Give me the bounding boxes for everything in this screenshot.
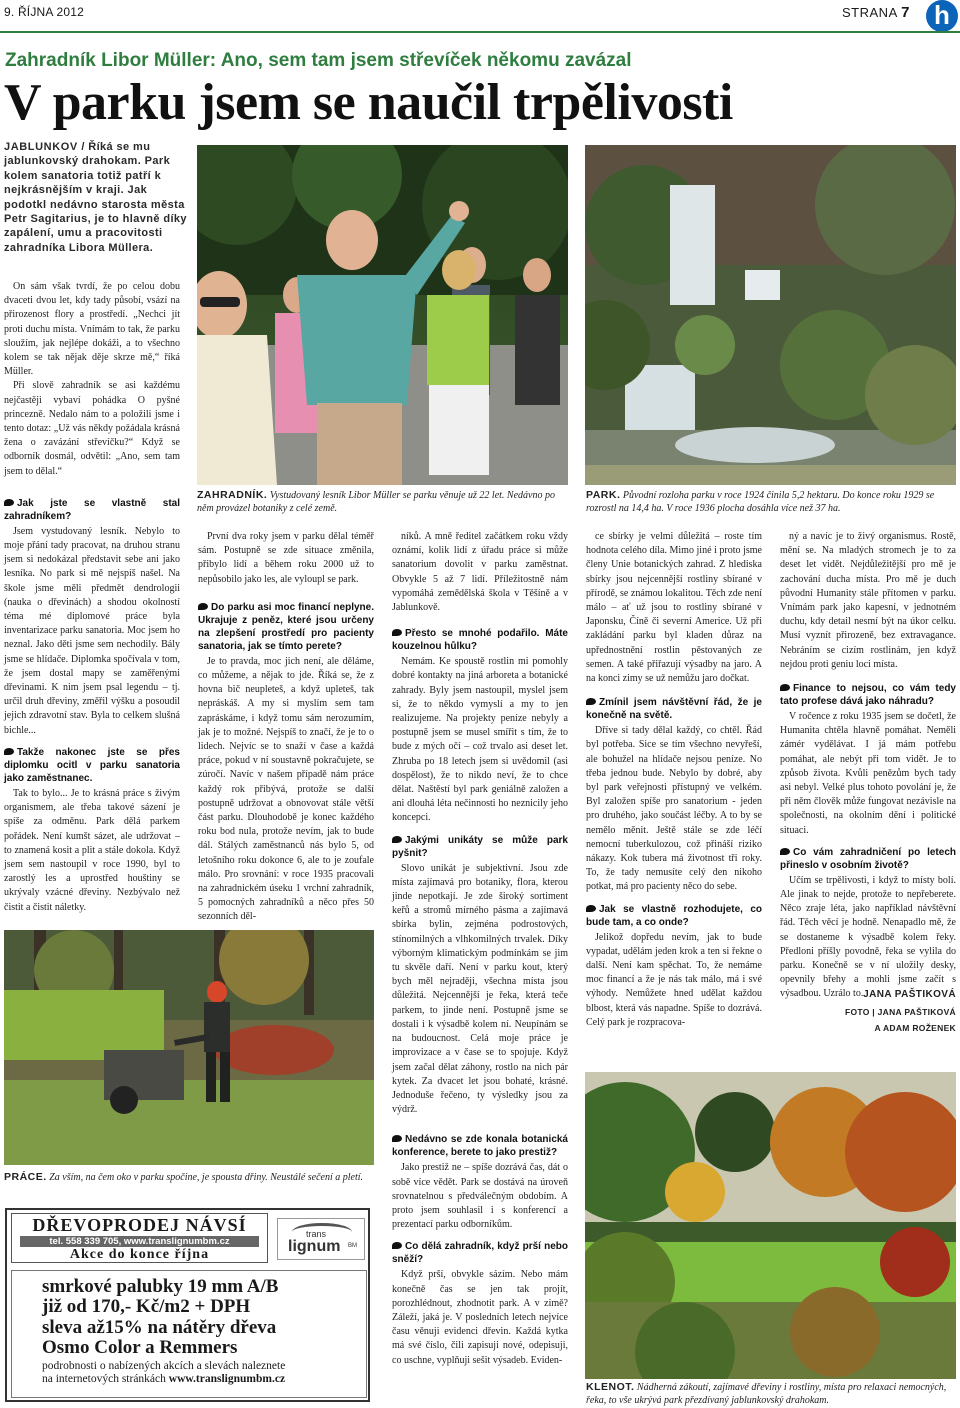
caption-park: PARK. Původní rozloha parku v roce 1924 činila 5,2 hektaru. Do konce roku 1929 se rozrostl na 14,4 ha. V roce 1936 plocha dosáhla více než 37 ha.	[586, 489, 935, 514]
question-1: Jak jste se vlastně stal zahradníkem?	[4, 497, 180, 522]
column-3	[392, 530, 568, 1368]
headline: V parku jsem se naučil trpělivosti	[4, 74, 733, 131]
column-4	[586, 530, 762, 1030]
speech-bubble-icon	[780, 848, 790, 855]
caption-zahradnik: ZAHRADNÍK. Vystudovaný lesník Libor Müller se parku věnuje už 22 let. Nedávno po něm provázel botaniky z celé země.	[197, 489, 555, 514]
lead-place: JABLUNKOV	[4, 141, 78, 153]
ad-note-2: na internetových stránkách www.translignumbm.cz	[42, 1373, 286, 1385]
ad-offer-box	[11, 1270, 367, 1398]
photo-autumn-park	[585, 1072, 956, 1379]
lead-text: / Říká se mu jablunkovský drahokam. Park kolem sanatoria totiž patří k nejkrásnějším v kraji. Jak podotkl nedávno starosta města Petr Sagitarius, je to hlavně díky zapálení, umu a pracovitosti zahradníka Libora Müllera.	[4, 141, 187, 254]
speech-bubble-icon	[4, 499, 14, 506]
header-date: 9. ŘÍJNA 2012	[4, 5, 84, 19]
advertisement	[5, 1208, 370, 1402]
ad-line-3: sleva až15% na nátěry dřeva	[42, 1317, 277, 1338]
answer-4: Nemám. Ke spoustě rostlin mi pomohly dobré kontakty na jiná arboreta a botanické zahrady. Byly jsem nastoupil, myslel jsem si, že to někdo vymyslí a my to jen realizujeme. Na projekty peníze nebyly a postupně jsem se musel smířit s tím, že to bude z mých očí – což trvalo asi deset let. Zhruba po 18 letech jsem si uvědomil (asi dospělost), že to nikdo neví, že to chce dělat. Naštěstí byl park geniálně založen a ani dlouhá léta nečinnosti ho neznicily jeho koncepci.	[392, 656, 568, 824]
ad-header-band	[11, 1213, 268, 1263]
speech-bubble-icon	[198, 603, 208, 610]
answer-2: Tak to bylo... Je to krásná práce s živým organismem, ale třeba takové sázení je spíše za odměnu. Park dělá parkem pořádek. Není kumšt sázet, ale udržovat – to znamená kosit a plit a stále dokola. Když jsem sem nastoupil v roce 1990, byl to zarostlý les a uprostřed houštiny se ukrývaly vzácné dřeviny. Nezbývalo než čistit a čistit náletky.	[4, 787, 180, 913]
col2-answer-0: První dva roky jsem v parku dělal téměř sám. Postupně se zde situace změnila, přibylo lidí a během roku 2000 už to nepůsobilo jako les, ale vyloupl se park.	[198, 531, 374, 585]
answer-7: Když prší, obvykle sázím. Nebo mám konečně čas se jen tak projít, porozhlédnout, zhodnotit park. A v zimě? Záleží, jaká je. V posledních letech nejvíce času věnuji evidenci dřevin. Každá kytka má své číslo, čili zapisuji nové, odepisuji, co uschne, vyplňuji sešit výsadeb. Eviden-	[392, 1269, 568, 1366]
answer-10: V ročence z roku 1935 jsem se dočetl, že Humanita chtěla hlavně pomáhat. Neměli zámér vydělávat. I já mám potřebu pomáhat, ale nebýt při tom vidět. Je to způsob života. Kvůli penězům bych tady asi nebyl. Velké plus tohoto povolání je, že při něm člověk může fungovat nezávisle na společnosti, na okolním dění i politické situaci.	[780, 711, 956, 836]
ad-brand-tag: BM	[348, 1243, 357, 1249]
photo-worker-mowing	[4, 930, 374, 1165]
ad-promo: Akce do konce října	[69, 1247, 210, 1262]
ad-note-1: podrobnosti o nabízených akcích a slevách naleznete	[42, 1360, 286, 1372]
question-11: Co vám zahradničení po letech přineslo v osobním životě?	[780, 846, 956, 871]
caption-prace: PRÁCE. Za vším, na čem oko v parku spočine, je spousta dřiny. Neustálé sečení a pletí.	[4, 1171, 364, 1183]
photo-gardener-group	[197, 145, 568, 485]
answer-11: Učím se trpělivosti, i když to místy bolí. Ale jinak to nejde, protože to nepřeberete. Něco zraje léta, jako například návštěvní řád. Těch věcí je hodně. Nenapadlo mě, že se dostaneme k výsadbě kolem řeky. Předloni příšly povodně, řeka se vylila do parku. Konečně se v ní uložily desky, opevnily břehy a mohli jsme začít s výsadbou. Uzrálo to.	[780, 874, 956, 1000]
column-1	[4, 280, 180, 915]
speech-bubble-icon	[780, 684, 790, 691]
speech-bubble-icon	[586, 698, 596, 705]
question-5: Jakými unikáty se může park pyšnit?	[392, 834, 568, 859]
publisher-logo: h	[926, 0, 958, 32]
ad-brand-top: trans	[306, 1229, 327, 1239]
question-10: Finance to nejsou, co vám tedy tato profese dává jako náhradu?	[780, 683, 956, 708]
photo-autumn-park-image	[585, 1072, 956, 1379]
question-7: Co dělá zahradník, když prší nebo sněží?	[392, 1241, 568, 1266]
page-label: STRANA	[842, 5, 898, 20]
photo-credit-2: A ADAM ROŽENEK	[874, 1023, 956, 1034]
question-6: Nedávno se zde konala botanická konference, berete to jako prestiž?	[392, 1134, 568, 1159]
header-page-label	[842, 4, 910, 21]
column-2	[198, 530, 374, 925]
caption-klenot: KLENOT. Nádherná zákoutí, zajímavé dřeviny i rostliny, místa pro relaxaci nemocných, řeka, to vše ukrývá park přezdívaný jablunkovský drahokam.	[586, 1381, 947, 1406]
ad-line-1: smrkové palubky 19 mm A/B	[42, 1276, 279, 1297]
speech-bubble-icon	[392, 836, 402, 843]
question-2: Takže nakonec jste se přes diplomku ocitl v parku sanatoria jako zaměstnanec.	[4, 746, 180, 784]
col5-answer-0: ný a navíc je to živý organismus. Rostě, mění se. Na mladých stromech je to za deset let vidět. Nejdůležitější pro mě je zachování ducha místa. Pro mě je duch původní Humanity stále přítomen v parku. Vnímám park jako kapesní, v jednotném duchu, kdy detail nesmí být na úkor celku. Musí vyznít přirozeně, bez extravagance. Nebráním se cizím rostlinám, jen když nejdou proti geniu loci místa.	[780, 531, 956, 670]
question-9: Jak se vlastně rozhodujete, co bude tam, a co onde?	[586, 903, 762, 928]
lead-paragraph	[4, 140, 192, 255]
kicker: Zahradník Libor Müller: Ano, sem tam jsem střevíček někomu zavázal	[5, 50, 632, 71]
speech-bubble-icon	[586, 905, 596, 912]
speech-bubble-icon	[392, 1242, 402, 1249]
photo-worker-mowing-image	[4, 930, 374, 1165]
col1-paragraph-2: Při slově zahradník se asi každému nejčastěji vybaví pohádka O pyšné princezně. Nedalo nám to a položili jsme i tento dotaz: „Už vás někdy požádala krásná žena o zavázání střevíčku?“ Když se odborník dosmál, odvětil: „Ano, sem tam jsem to dělal.“	[4, 380, 180, 477]
answer-3: Je to pravda, moc jich není, ale děláme, co můžeme, a nějak to jde. Říká se, že z hovna bič neupleteš, a když upleteš, tak nepráskáš. A my si myslím sem tam zapráskáme, i když tomu sám nerozumím, jak je to možné. Nejspíš to značí, že je to o lidech. Nejvíc se to snaží v čase a každá práce, pokud v ní soustavně pokračujete, se zúročí. Navíc v našem případě nám práce každý rok přibývá, protože se další postupně udržovat a obnovovat stále větší část parku. Dlouhodobě je konec každého roku bod nula, protože nevím, jak to bude dál. Stálých zaměstnanců nás bylo 5, od letošního roku dokonce 6, ale to je zoufale málo. Pro srovnání: v roce 1935 pracovali na zahradnickém úseku 1 vrchní zahradník, 5 pomocných zahradníků a něco přes 50 sezonních děl-	[198, 655, 374, 923]
photo-waterfall-image	[585, 145, 956, 485]
speech-bubble-icon	[392, 629, 402, 636]
question-8: Zmínil jsem návštěvní řád, že je konečně na světě.	[586, 697, 762, 722]
answer-5: Slovo unikát je subjektivní. Jsou zde místa zajímavá pro botaniky, flora, kterou jinde nepotkají. Je zde široký sortiment keřů a stromů mírného pásma a zajímavá sbírka bylin, zejména podrostových, stínomilných a vlhkomilných trvalek. Díky výborným klimatickým podmínkám se jim tu skvěle daří. Není v parku kout, který bych měl nejraději, všechna místa jsou důležitá. Nejcennější je řeka, která teče parkem, to jinde není. Postupně jsme se dostali i k výsadbě kolem ní. Neupínám se na budoucnost. Celá moje práce je improvizace a v čase se to spojuje. Když jsem začal dělat záhony, rostlo na nich pár kytek. Za dvacet let jsou bohaté, krásné. Jednoduše řečeno, ty výsledky jsou za výdrž.	[392, 862, 568, 1116]
speech-bubble-icon	[392, 1135, 402, 1142]
speech-bubble-icon	[4, 748, 14, 755]
photo-gardener-group-image	[197, 145, 568, 485]
ad-line-4: Osmo Color a Remmers	[42, 1337, 238, 1358]
col3-answer-0: níků. A mně ředitel začátkem roku vždy oznámí, kolik lidí z úřadu práce si může sanatorium dovolit v parku zaměstnat. Obvykle 5 až 7 lidí. Příležitostně nám vypomáhá zemědělská škola v Těšíně a v Jablunkově.	[392, 531, 568, 614]
question-3: Do parku asi moc financí neplyne. Ukrajuje z peněz, které jsou určeny na zlepšení prostředí pro pacienty sanatoria, jak se tímto perete?	[198, 601, 374, 652]
page-number: 7	[901, 4, 910, 21]
photo-waterfall	[585, 145, 956, 485]
answer-8: Dříve si tady dělal každý, co chtěl. Řád byl potřeba. Sice se tím všechno nevyřeší, ale bohužel na hlídače nejsou peníze. No třeba jednou bude. Nebylo by dobré, aby byl park veřejnosti přístupný ve velkém. Byl založen spíše pro sanatorium - jeden pro druhého, jako součást léčby. A to by se nemělo měnit. Ještě stále se zde léčí nemocní tuberkulozou, což přináší riziko nákazy. Kok tubera má životnost tři roky. To, že tady nemusíte celý den nikoho potkat, má pro pacienty něco do sebe.	[586, 725, 762, 893]
col4-answer-0: ce sbírky je velmi důležitá – roste tím hodnota celého díla. Mimo jiné i proto jsme členy Unie botanických zahrad. Z hlediska sbírky jsou nejcennější rostliny sbírané v přírodě, se známou lokalitou. Těch zde není málo – ať už jsou to rostliny sbírané v Japonsku, Číně či severní Americe. Už při zakládání parku byl kladen důraz na upřednostnění rostlin pěstovaných ze semen. A také přiřazují výsadby na jaro. A na konci zimy se už nemůžu jaro dočkat.	[586, 531, 762, 685]
author-byline: JANA PAŠTIKOVÁ	[863, 988, 956, 1000]
column-5	[780, 530, 956, 1035]
question-4: Přesto se mnohé podařilo. Máte kouzelnou hůlku?	[392, 628, 568, 653]
answer-6: Jako prestiž ne – spíše dozrává čas, dát o sobě více vědět. Park se dostává na úroveň srovnatelnou s předválečným obdobím. A proto jsem souhlasil i s konferencí a prezentací parku odborníkům.	[392, 1162, 568, 1231]
ad-brand-logo	[277, 1218, 365, 1260]
ad-title: DŘEVOPRODEJ NÁVSÍ	[32, 1215, 247, 1235]
ad-phone: tel. 558 339 705, www.translignumbm.cz	[20, 1236, 259, 1247]
answer-9: Jelikož dopředu nevím, jak to bude vypadat, udělám jeden krok a ten si řekne o další. Není kam spěchat. To, že nemáme moc financí a že je nás tak málo, má i své výhody. Nemůžete hned udělat každou blbost, která vás napadne. Spíše to dozrává. Celý park je rozpracova-	[586, 931, 762, 1028]
ad-website-link[interactable]: www.translignumbm.cz	[168, 1373, 286, 1385]
col1-paragraph-1: On sám však tvrdí, že po celou dobu dvaceti dvou let, kdy tady působí, vsází na přirozenost flory a prostředí. „Nechci jít proti duchu místa. Vnímám to tak, že parku sloužím, jak nejlépe dokáži, a to všechno kolem se tak nějak děje skrze mě,“ říká Müller.	[4, 281, 180, 378]
answer-1: Jsem vystudovaný lesník. Nebylo to moje přání tady pracovat, na druhou stranu jsem si nedokázal představit sebe ani jako lesníka. No park si mě nejspíš našel. Na škole jsme měli předmět dendrologii (nauka o dřevinách) a shodou okolností téma mé diplomové práce byla inventarizace parku sanatoria. Moc jsem ho neznal. Jako děti jsme sem nechodily. Bály jsme se hlídače. Diplomka spočívala v tom, že jsem dostal mapy se zaměřenými dřevinami. K nim jsem psal legendu – tj. určil druh dřeviny, změřil výšku a posoudil jejich zdravotní stav. Byla to celkem slušná bichle...	[4, 525, 180, 736]
ad-line-2: již od 170,- Kč/m2 + DPH	[42, 1296, 251, 1317]
ad-brand-main: lignum	[288, 1238, 341, 1255]
header-rule	[0, 31, 960, 33]
photo-credit-1: FOTO | JANA PAŠTIKOVÁ	[844, 1006, 956, 1017]
